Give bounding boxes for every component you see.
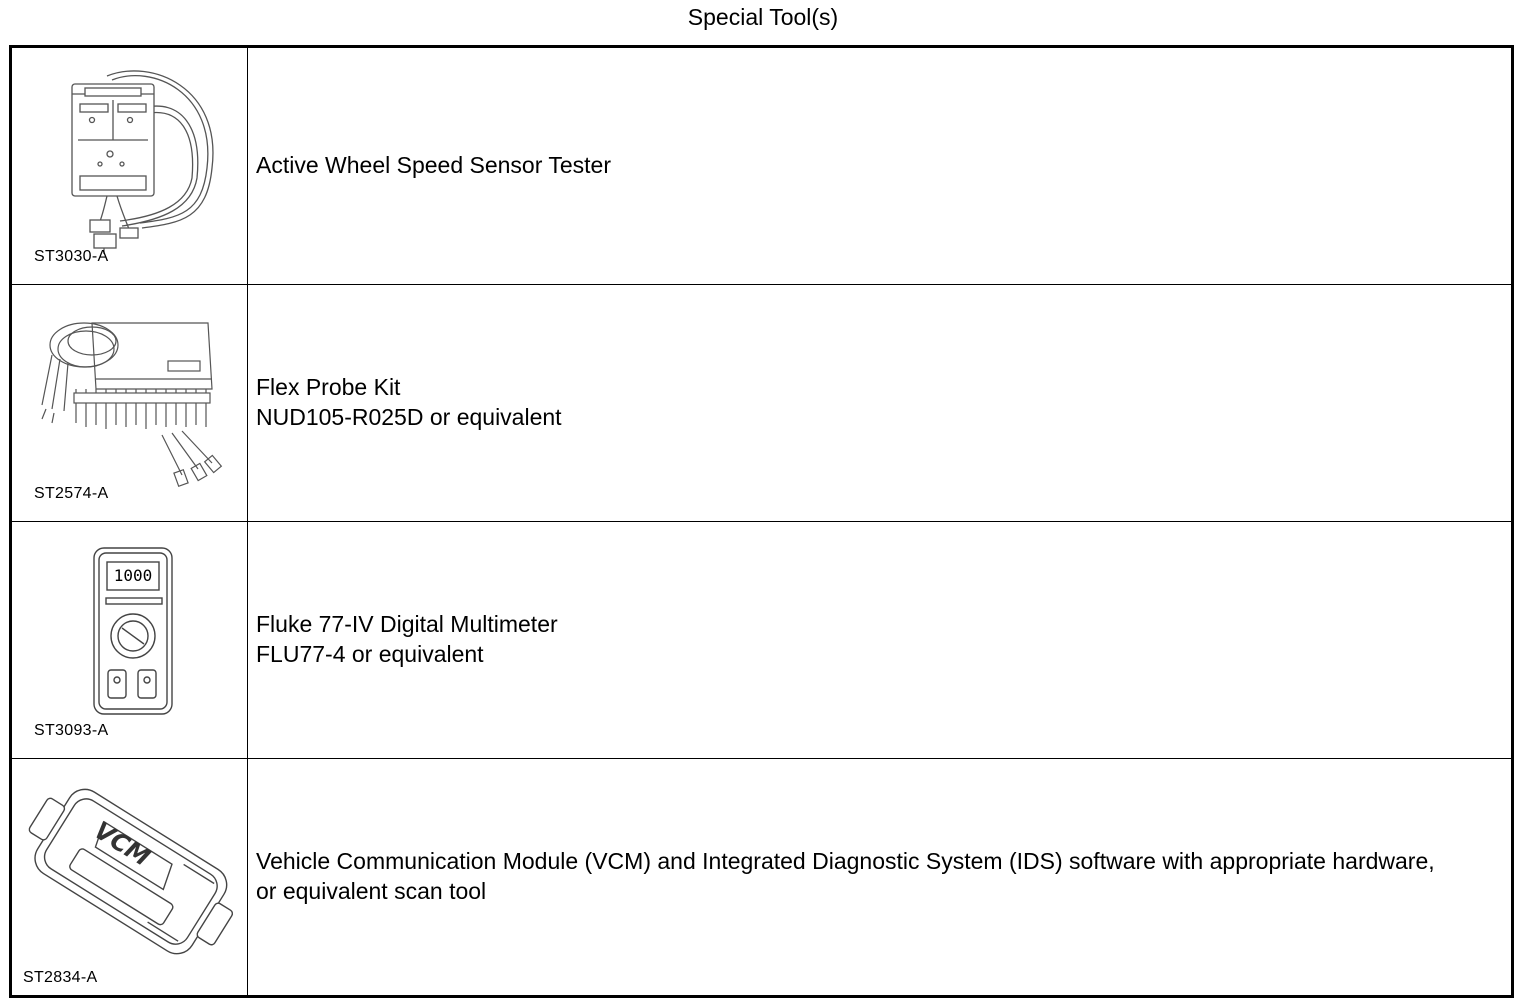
tool-description-cell — [248, 759, 1511, 995]
tool-description-line: Vehicle Communication Module (VCM) and Integrated Diagnostic System (IDS) software with appropriate hardware, or equivalent scan tool — [256, 848, 1435, 904]
tool-description-line: Flex Probe Kit — [256, 374, 401, 400]
page-title: Special Tool(s) — [687, 4, 839, 30]
tool-illustration-cell — [12, 48, 248, 284]
tool-description-line: Fluke 77-IV Digital Multimeter — [256, 611, 558, 637]
vcm-module-label: VCM — [89, 816, 155, 872]
tool-description-cell — [248, 48, 1511, 284]
tool-row — [12, 522, 1511, 759]
vcm-module-illustration — [12, 759, 248, 995]
tool-row — [12, 759, 1511, 995]
multimeter-display-reading: 1000 — [113, 566, 153, 585]
tool-row — [12, 285, 1511, 522]
tool-row — [12, 48, 1511, 285]
special-tools-table — [9, 45, 1514, 998]
tool-code: ST3030-A — [34, 248, 109, 265]
tool-description-line: FLU77-4 or equivalent — [256, 641, 484, 667]
tool-code: ST2834-A — [23, 969, 98, 986]
tool-code: ST3093-A — [34, 722, 109, 739]
tool-illustration-cell — [12, 522, 248, 758]
tool-description-cell — [248, 285, 1511, 521]
tool-description-line: Active Wheel Speed Sensor Tester — [256, 152, 611, 178]
tool-illustration-cell — [12, 285, 248, 521]
tool-description-line: NUD105-R025D or equivalent — [256, 404, 562, 430]
tool-description-cell — [248, 522, 1511, 758]
tool-code: ST2574-A — [34, 485, 109, 502]
tool-illustration-cell — [12, 759, 248, 995]
